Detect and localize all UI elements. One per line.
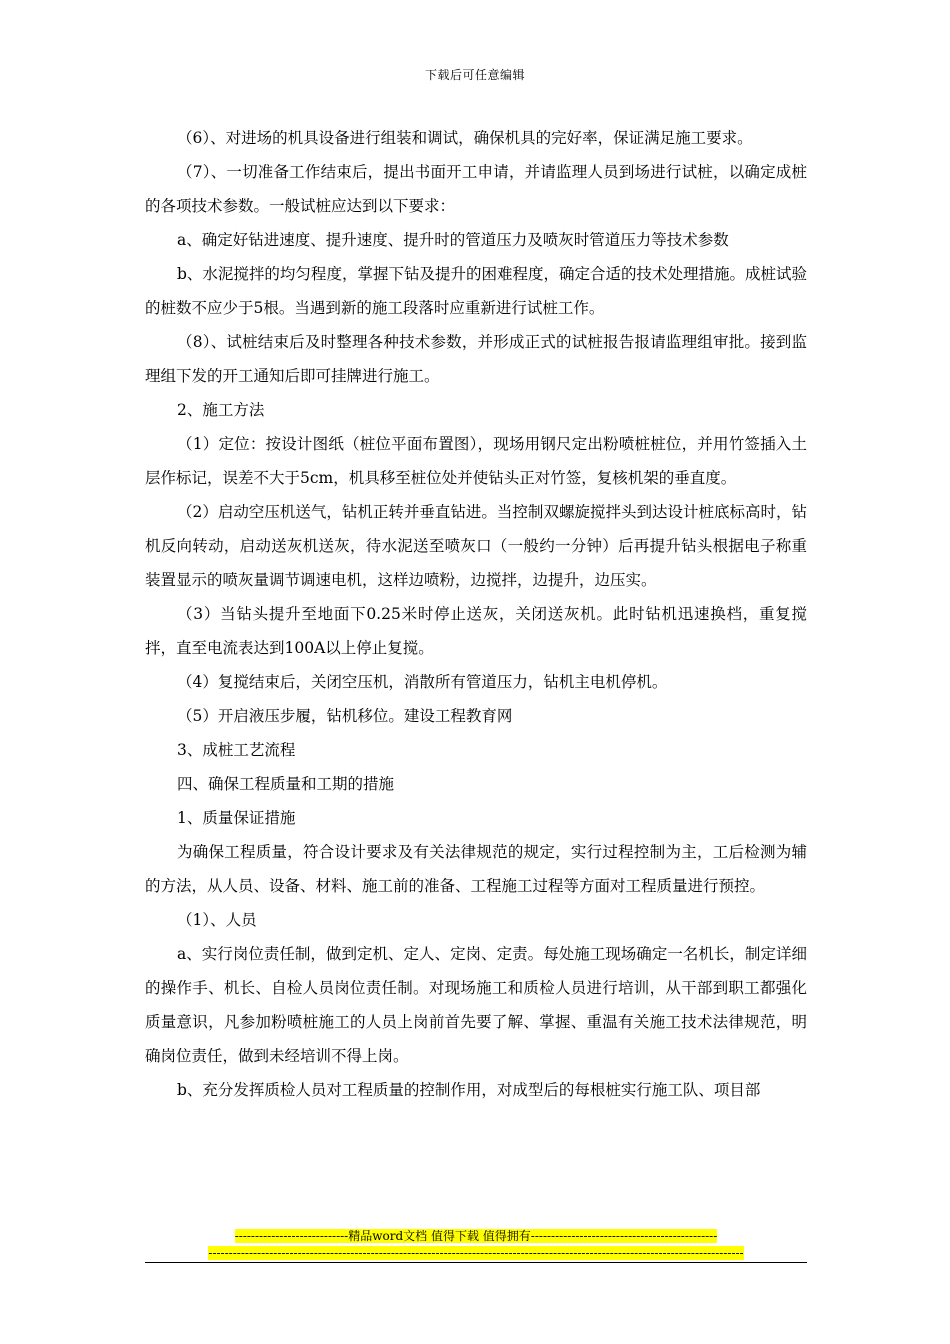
paragraph: （3）当钻头提升至地面下0.25米时停止送灰，关闭送灰机。此时钻机迅速换档，重复搅拌，直至电流表达到100A以上停止复搅。 xyxy=(145,605,807,657)
paragraph: b、充分发挥质检人员对工程质量的控制作用，对成型后的每根桩实行施工队、项目部 xyxy=(177,1081,761,1099)
page-footer xyxy=(145,1228,807,1262)
section-heading: 四、确保工程质量和工期的措施 xyxy=(177,775,395,793)
footer-dash-line: ------------------------------------------------------------------------------------------------------------------------------------ xyxy=(208,1246,744,1260)
section-heading: 3、成桩工艺流程 xyxy=(177,741,296,759)
page-header: 下载后可任意编辑 xyxy=(424,68,525,82)
footer-banner: ----------------------------精品word文档 值得下载 值得拥有---------------------------------------------- xyxy=(234,1229,718,1243)
section-heading: 1、质量保证措施 xyxy=(177,809,296,827)
paragraph: （8）、试桩结束后及时整理各种技术参数，并形成正式的试桩报告报请监理组审批。接到监理组下发的开工通知后即可挂牌进行施工。 xyxy=(145,333,807,385)
paragraph: b、水泥搅拌的均匀程度，掌握下钻及提升的困难程度，确定合适的技术处理措施。成桩试验的桩数不应少于5根。当遇到新的施工段落时应重新进行试桩工作。 xyxy=(145,265,807,317)
paragraph: a、确定好钻进速度、提升速度、提升时的管道压力及喷灰时管道压力等技术参数 xyxy=(177,231,729,249)
paragraph: （5）开启液压步履，钻机移位。建设工程教育网 xyxy=(177,707,513,725)
document-body xyxy=(145,121,807,1107)
paragraph: （1）定位：按设计图纸（桩位平面布置图），现场用钢尺定出粉喷桩桩位，并用竹签插入土层作标记，误差不大于5cm，机具移至桩位处并使钻头正对竹签，复核机架的垂直度。 xyxy=(145,435,807,487)
footer-divider xyxy=(145,1262,807,1263)
paragraph: （2）启动空压机送气，钻机正转并垂直钻进。当控制双螺旋搅拌头到达设计桩底标高时，钻机反向转动，启动送灰机送灰，待水泥送至喷灰口（一般约一分钟）后再提升钻头根据电子称重装置显示的喷灰量调节调速电机，这样边喷粉，边搅拌，边提升，边压实。 xyxy=(145,503,807,589)
subsection-heading: （1）、人员 xyxy=(177,911,257,929)
paragraph: 为确保工程质量，符合设计要求及有关法律规范的规定，实行过程控制为主，工后检测为辅的方法，从人员、设备、材料、施工前的准备、工程施工过程等方面对工程质量进行预控。 xyxy=(145,843,807,895)
section-heading: 2、施工方法 xyxy=(177,401,265,419)
paragraph: （6）、对进场的机具设备进行组装和调试，确保机具的完好率，保证满足施工要求。 xyxy=(177,129,753,147)
paragraph: （4）复搅结束后，关闭空压机，消散所有管道压力，钻机主电机停机。 xyxy=(177,673,668,691)
paragraph: a、实行岗位责任制，做到定机、定人、定岗、定责。每处施工现场确定一名机长，制定详细的操作手、机长、自检人员岗位责任制。对现场施工和质检人员进行培训，从干部到职工都强化质量意识，凡参加粉喷桩施工的人员上岗前首先要了解、掌握、重温有关施工技术法律规范，明确岗位责任，做到未经培训不得上岗。 xyxy=(145,945,807,1065)
paragraph: （7）、一切准备工作结束后，提出书面开工申请，并请监理人员到场进行试桩，以确定成桩的各项技术参数。一般试桩应达到以下要求： xyxy=(145,163,807,215)
